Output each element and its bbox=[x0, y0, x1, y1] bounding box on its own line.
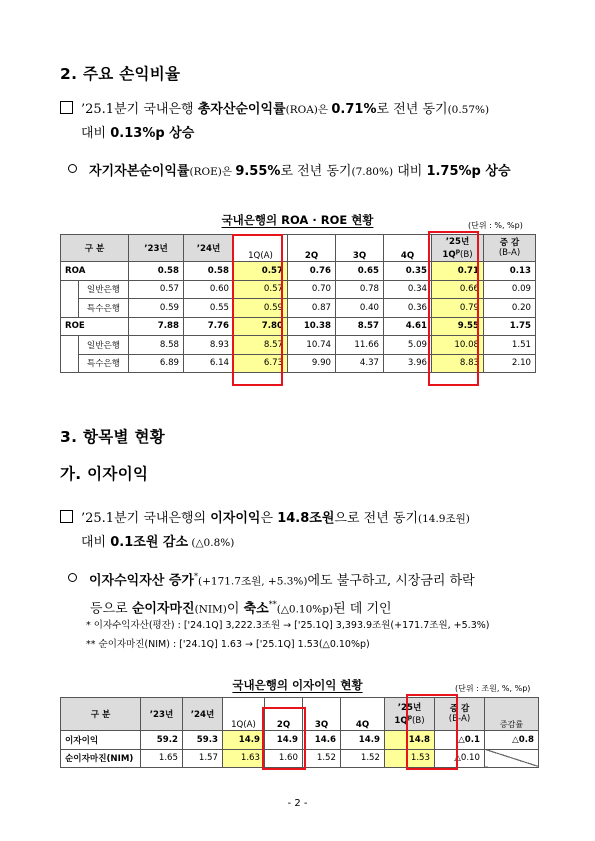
table-cell: 0.66 bbox=[432, 280, 484, 299]
square-bullet-icon bbox=[60, 510, 73, 523]
table-row bbox=[61, 262, 536, 281]
row-label: 일반은행 bbox=[79, 280, 129, 299]
table-cell: 0.55 bbox=[184, 299, 234, 318]
table-cell: 14.6 bbox=[303, 731, 341, 750]
table-cell: 11.66 bbox=[336, 336, 384, 355]
header-2025-1q: ’25년 $1Q^p(B)$ bbox=[432, 235, 484, 262]
header-1q-a: 1Q(A) bbox=[223, 698, 265, 731]
header-2023: ’23년 bbox=[141, 698, 183, 731]
table-cell: △0.8 bbox=[485, 731, 539, 750]
roa-roe-table bbox=[60, 234, 536, 373]
table-cell: 0.79 bbox=[432, 299, 484, 318]
footnote-2: ** 순이자마진(NIM) : ['24.1Q] 1.63 → ['25.1Q] 1.53(△0.10%p) bbox=[86, 639, 370, 650]
header-change: 증 감 (B-A) bbox=[484, 235, 536, 262]
row-indent bbox=[61, 336, 79, 355]
table-cell: 0.40 bbox=[336, 299, 384, 318]
header-change: 증 감 (B-A) bbox=[435, 698, 485, 731]
section-3-title: 3. 항목별 현황 bbox=[60, 428, 166, 446]
table-row bbox=[61, 749, 539, 768]
table-cell: 4.61 bbox=[384, 317, 432, 336]
table-cell: 0.36 bbox=[384, 299, 432, 318]
table-2-caption: 국내은행의 이자이익 현황 bbox=[232, 678, 363, 692]
table-cell: 14.9 bbox=[223, 731, 265, 750]
row-label: 특수은행 bbox=[79, 299, 129, 318]
row-indent bbox=[61, 299, 79, 318]
row-label: 특수은행 bbox=[79, 354, 129, 373]
header-4q: 4Q bbox=[341, 698, 385, 731]
table-cell: 1.63 bbox=[223, 749, 265, 768]
header-2q: 2Q bbox=[288, 235, 336, 262]
table-cell: 0.57 bbox=[234, 262, 288, 281]
table-cell: 5.09 bbox=[384, 336, 432, 355]
row-label: ROA bbox=[61, 262, 129, 281]
table-cell: 0.65 bbox=[336, 262, 384, 281]
table-cell: 0.34 bbox=[384, 280, 432, 299]
section-2-paragraph-1: ’25.1분기 국내은행 총자산순이익률(ROA)은 0.71%로 전년 동기(0.57%) 대비 0.13%p 상승 bbox=[60, 98, 550, 146]
table-cell: 0.13 bbox=[484, 262, 536, 281]
table-cell: 0.20 bbox=[484, 299, 536, 318]
header-2q: 2Q bbox=[265, 698, 303, 731]
circle-bullet-icon bbox=[68, 164, 77, 173]
square-bullet-icon bbox=[60, 101, 73, 114]
page-number: - 2 - bbox=[287, 798, 308, 809]
table-cell: 59.3 bbox=[183, 731, 223, 750]
footnote-1: * 이자수익자산(평잔) : ['24.1Q] 3,222.3조원 → ['25.1Q] 3,393.9조원(+171.7조원, +5.3%) bbox=[86, 620, 490, 631]
table-cell: 1.57 bbox=[183, 749, 223, 768]
table-cell: 0.76 bbox=[288, 262, 336, 281]
table-1-caption: 국내은행의 ROA · ROE 현황 bbox=[221, 213, 374, 227]
table-cell: 7.88 bbox=[129, 317, 184, 336]
table-cell: 8.83 bbox=[432, 354, 484, 373]
table-1-header-row bbox=[61, 235, 536, 262]
header-2023: ’23년 bbox=[129, 235, 184, 262]
table-cell: 7.76 bbox=[184, 317, 234, 336]
table-1-container bbox=[60, 234, 536, 373]
table-cell: 3.96 bbox=[384, 354, 432, 373]
table-cell: 1.60 bbox=[265, 749, 303, 768]
table-cell: 2.10 bbox=[484, 354, 536, 373]
header-2024: ’24년 bbox=[183, 698, 223, 731]
table-cell: 4.37 bbox=[336, 354, 384, 373]
header-category: 구 분 bbox=[61, 698, 141, 731]
table-cell: 8.57 bbox=[234, 336, 288, 355]
table-row bbox=[61, 336, 536, 355]
header-2024: ’24년 bbox=[184, 235, 234, 262]
interest-income-table bbox=[60, 697, 539, 768]
table-cell: 8.93 bbox=[184, 336, 234, 355]
table-cell: △0.1 bbox=[435, 731, 485, 750]
table-1-unit: (단위 : %, %p) bbox=[468, 221, 523, 230]
section-2-title: 2. 주요 손익비율 bbox=[60, 65, 181, 83]
table-cell: 7.80 bbox=[234, 317, 288, 336]
row-indent bbox=[61, 354, 79, 373]
table-cell: 0.59 bbox=[129, 299, 184, 318]
section-2-paragraph-2: 자기자본순이익률(ROE)은 9.55%로 전년 동기(7.80%) 대비 1.75%p 상승 bbox=[68, 160, 558, 184]
table-cell: 1.65 bbox=[141, 749, 183, 768]
table-cell: 0.70 bbox=[288, 280, 336, 299]
table-cell: 0.59 bbox=[234, 299, 288, 318]
row-label: 일반은행 bbox=[79, 336, 129, 355]
table-row bbox=[61, 731, 539, 750]
table-cell: 0.57 bbox=[129, 280, 184, 299]
header-3q: 3Q bbox=[303, 698, 341, 731]
table-cell: 8.57 bbox=[336, 317, 384, 336]
header-category: 구 분 bbox=[61, 235, 129, 262]
table-cell: 9.55 bbox=[432, 317, 484, 336]
table-row bbox=[61, 354, 536, 373]
section-3-paragraph-2: 이자수익자산 증가*(+171.7조원, +5.3%)에도 불구하고, 시장금리 하락 등으로 순이자마진(NIM)이 축소**(△0.10%p)된 데 기인 bbox=[68, 565, 558, 622]
table-cell: 14.9 bbox=[341, 731, 385, 750]
table-cell: 1.75 bbox=[484, 317, 536, 336]
header-3q: 3Q bbox=[336, 235, 384, 262]
row-label: ROE bbox=[61, 317, 129, 336]
table-cell: 1.51 bbox=[484, 336, 536, 355]
table-cell: 0.78 bbox=[336, 280, 384, 299]
table-cell: 0.71 bbox=[432, 262, 484, 281]
table-2-unit: (단위 : 조원, %, %p) bbox=[455, 684, 531, 693]
table-cell: 1.52 bbox=[341, 749, 385, 768]
table-cell: △0.10 bbox=[435, 749, 485, 768]
table-cell: 10.08 bbox=[432, 336, 484, 355]
table-cell: 0.60 bbox=[184, 280, 234, 299]
table-cell: 0.09 bbox=[484, 280, 536, 299]
table-2-container bbox=[60, 697, 539, 768]
table-cell: 14.9 bbox=[265, 731, 303, 750]
table-cell: 14.8 bbox=[385, 731, 435, 750]
table-cell: 10.38 bbox=[288, 317, 336, 336]
table-cell: 6.73 bbox=[234, 354, 288, 373]
header-4q: 4Q bbox=[384, 235, 432, 262]
table-cell: 10.74 bbox=[288, 336, 336, 355]
header-1q-a: 1Q(A) bbox=[234, 235, 288, 262]
table-row bbox=[61, 317, 536, 336]
section-3-paragraph-1: ’25.1분기 국내은행의 이자이익은 14.8조원으로 전년 동기(14.9조원) 대비 0.1조원 감소 (△0.8%) bbox=[60, 507, 550, 555]
table-cell: 8.58 bbox=[129, 336, 184, 355]
row-indent bbox=[61, 280, 79, 299]
table-row bbox=[61, 299, 536, 318]
row-label: 순이자마진(NIM) bbox=[61, 749, 141, 768]
table-cell: 0.87 bbox=[288, 299, 336, 318]
footnotes bbox=[86, 616, 556, 654]
table-cell: 0.58 bbox=[129, 262, 184, 281]
header-change-rate: 증감률 bbox=[485, 698, 539, 731]
table-cell: 9.90 bbox=[288, 354, 336, 373]
table-cell: 59.2 bbox=[141, 731, 183, 750]
section-3-subtitle: 가. 이자이익 bbox=[60, 465, 149, 483]
table-cell: 0.57 bbox=[234, 280, 288, 299]
table-cell bbox=[485, 749, 539, 768]
circle-bullet-icon bbox=[68, 573, 77, 582]
table-cell: 6.14 bbox=[184, 354, 234, 373]
header-2025-1q: ’25년 $1Q^p(B)$ bbox=[385, 698, 435, 731]
table-row bbox=[61, 280, 536, 299]
table-cell: 0.58 bbox=[184, 262, 234, 281]
table-cell: 1.53 bbox=[385, 749, 435, 768]
table-cell: 6.89 bbox=[129, 354, 184, 373]
table-cell: 1.52 bbox=[303, 749, 341, 768]
row-label: 이자이익 bbox=[61, 731, 141, 750]
table-2-header-row bbox=[61, 698, 539, 731]
table-cell: 0.35 bbox=[384, 262, 432, 281]
